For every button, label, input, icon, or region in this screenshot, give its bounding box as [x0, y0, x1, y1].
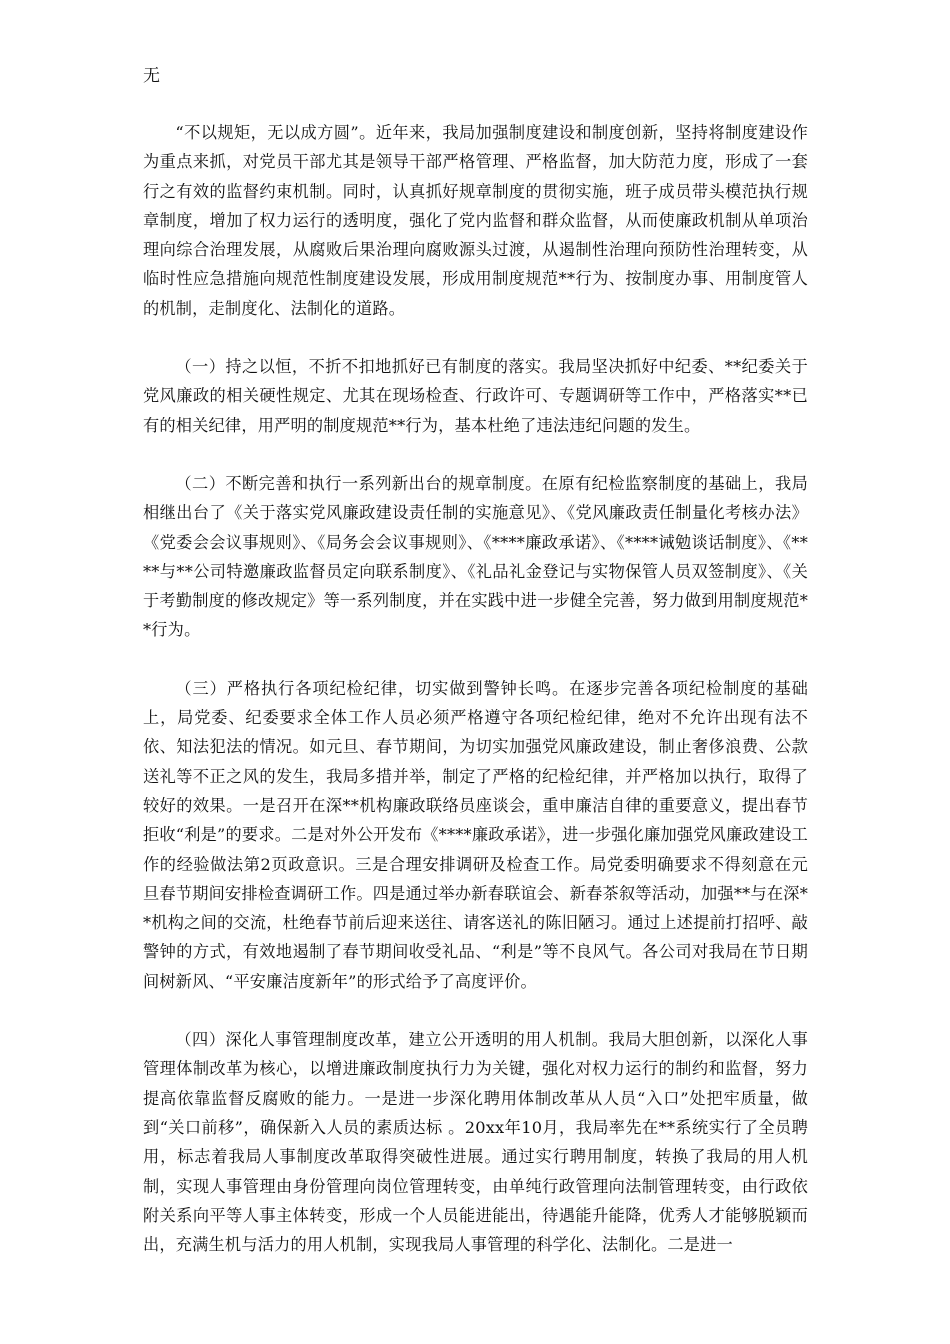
paragraph-section-4: （四）深化人事管理制度改革，建立公开透明的用人机制。我局大胆创新，以深化人事管理体制改革为核心，以增进廉政制度执行力为关键，强化对权力运行的制约和监督，努力提高依靠监督反腐败的能力。一是进一步深化聘用体制改革从人员“入口”处把牢质量，做到“关口前移”，确保新入人员的素质达标 。20xx年10月，我局率先在**系统实行了全员聘用，标志着我局人事制度改革取得突破性进展。通过实行聘用制度，转换了我局的用人机制，实现人事管理由身份管理向岗位管理转变，由单纯行政管理向法制管理转变，由行政依附关系向平等人事主体转变，形成一个人员能进能出，待遇能升能降，优秀人才能够脱颖而出，充满生机与活力的用人机制，实现我局人事管理的科学化、法制化。二是进一: [143, 1030, 808, 1255]
header-label: 无: [143, 66, 160, 86]
paragraph-section-3: （三）严格执行各项纪检纪律，切实做到警钟长鸣。在逐步完善各项纪检制度的基础上，局党委、纪委要求全体工作人员必须严格遵守各项纪检纪律，绝对不允许出现有法不依、知法犯法的情况。如元旦、春节期间，为切实加强党风廉政建设，制止奢侈浪费、公款送礼等不正之风的发生，我局多措并举，制定了严格的纪检纪律，并严格加以执行，取得了较好的效果。一是召开在深**机构廉政联络员座谈会，重申廉洁自律的重要意义，提出春节拒收“利是”的要求。二是对外公开发布《****廉政承诺》，进一步强化廉加强党风廉政建设工作的经验做法第2页政意识。三是合理安排调研及检查工作。局党委明确要求不得刻意在元旦春节期间安排检查调研工作。四是通过举办新春联谊会、新春茶叙等活动，加强**与在深**机构之间的交流，杜绝春节前后迎来送往、请客送礼的陈旧陋习。通过上述提前打招呼、敲警钟的方式，有效地遏制了春节期间收受礼品、“利是”等不良风气。各公司对我局在节日期间树新风、“平安廉洁度新年”的形式给予了高度评价。: [143, 678, 808, 991]
paragraph-section-1: （一）持之以恒，不折不扣地抓好已有制度的落实。我局坚决抓好中纪委、**纪委关于党风廉政的相关硬性规定、尤其在现场检查、行政许可、专题调研等工作中，严格落实**已有的相关纪律，用严明的制度规范**行为，基本杜绝了违法违纪问题的发生。: [143, 357, 808, 435]
paragraph-intro: “不以规矩，无以成方圆”。近年来，我局加强制度建设和制度创新，坚持将制度建设作为重点来抓，对党员干部尤其是领导干部严格管理、严格监督，加大防范力度，形成了一套行之有效的监督约束机制。同时，认真抓好规章制度的贯彻实施，班子成员带头模范执行规章制度，增加了权力运行的透明度，强化了党内监督和群众监督，从而使廉政机制从单项治理向综合治理发展，从腐败后果治理向腐败源头过渡，从遏制性治理向预防性治理转变，从临时性应急措施向规范性制度建设发展，形成用制度规范**行为、按制度办事、用制度管人的机制，走制度化、法制化的道路。: [143, 123, 808, 318]
paragraph-section-2: （二）不断完善和执行一系列新出台的规章制度。在原有纪检监察制度的基础上，我局相继出台了《关于落实党风廉政建设责任制的实施意见》、《党风廉政责任制量化考核办法》《党委会会议事规则》、《局务会会议事规则》、《****廉政承诺》、《****诫勉谈话制度》、《****与**公司特邀廉政监督员定向联系制度》、《礼品礼金登记与实物保管人员双签制度》、《关于考勤制度的修改规定》等一系列制度，并在实践中进一步健全完善，努力做到用制度规范**行为。: [143, 473, 808, 640]
document-body: [143, 118, 808, 1288]
